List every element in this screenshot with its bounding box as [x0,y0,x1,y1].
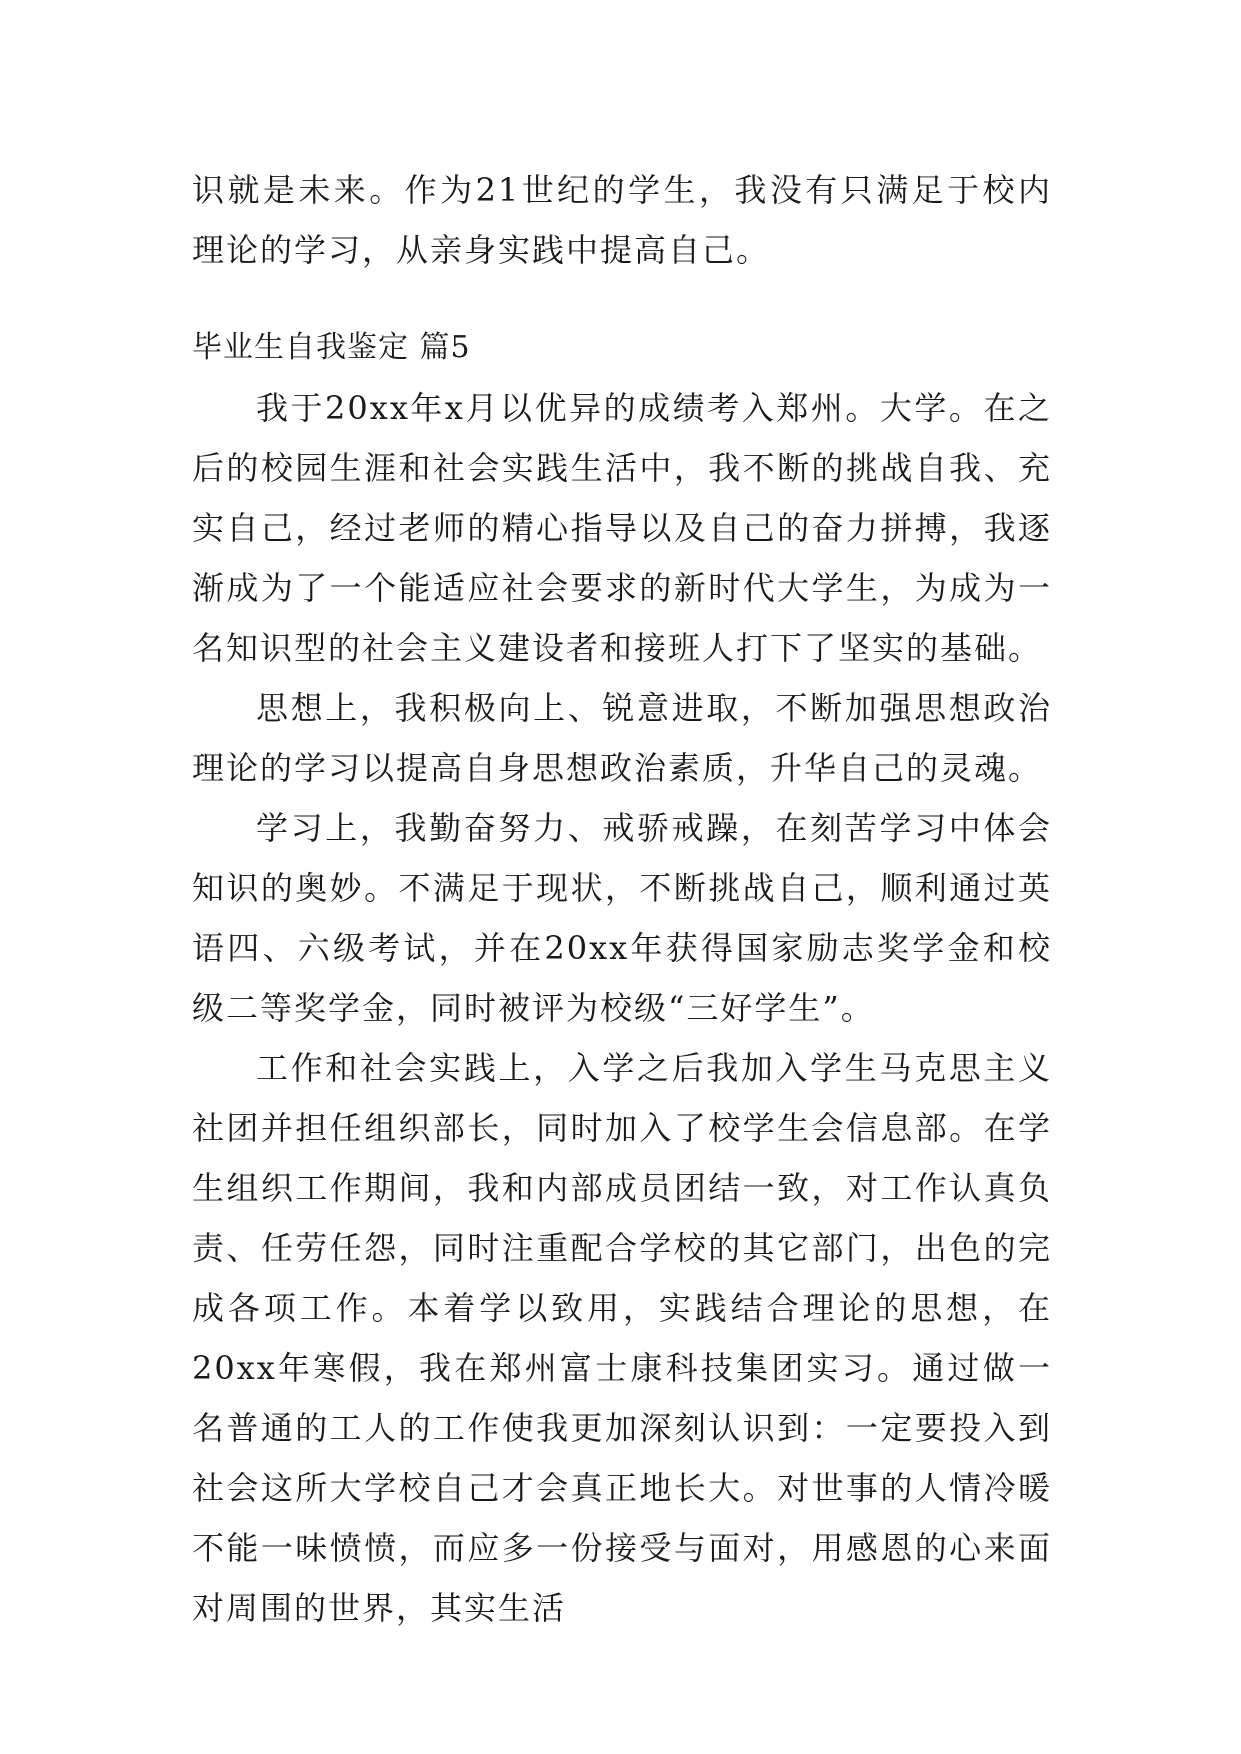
paragraph-study: 学习上，我勤奋努力、戒骄戒躁，在刻苦学习中体会知识的奥妙。不满足于现状，不断挑战自己，顺利通过英语四、六级考试，并在20xx年获得国家励志奖学金和校级二等奖学金，同时被评为校级“三好学生”。 [192,809,1052,1027]
paragraph-enrollment: 我于20xx年x月以优异的成绩考入郑州。大学。在之后的校园生涯和社会实践生活中，我不断的挑战自我、充实自己，经过老师的精心指导以及自己的奋力拼搏，我逐渐成为了一个能适应社会要求的新时代大学生，为成为一名知识型的社会主义建设者和接班人打下了坚实的基础。 [192,389,1052,667]
section-gap [192,280,1052,318]
section-heading: 毕业生自我鉴定 篇5 [192,330,471,365]
intro-paragraph: 识就是未来。作为21世纪的学生，我没有只满足于校内理论的学习，从亲身实践中提高自己。 [192,171,1052,269]
paragraph-work-practice: 工作和社会实践上，入学之后我加入学生马克思主义社团并担任组织部长，同时加入了校学生会信息部。在学生组织工作期间，我和内部成员团结一致，对工作认真负责、任劳任怨，同时注重配合学校的其它部门，出色的完成各项工作。本着学以致用，实践结合理论的思想，在20xx年寒假，我在郑州富士康科技集团实习。通过做一名普通的工人的工作使我更加深刻认识到：一定要投入到社会这所大学校自己才会真正地长大。对世事的人情冷暖不能一味愤愤，而应多一份接受与面对，用感恩的心来面对周围的世界，其实生活 [192,1049,1052,1627]
paragraph-ideology: 思想上，我积极向上、锐意进取，不断加强思想政治理论的学习以提高自身思想政治素质，升华自己的灵魂。 [192,689,1052,787]
document-body [192,160,1052,1638]
